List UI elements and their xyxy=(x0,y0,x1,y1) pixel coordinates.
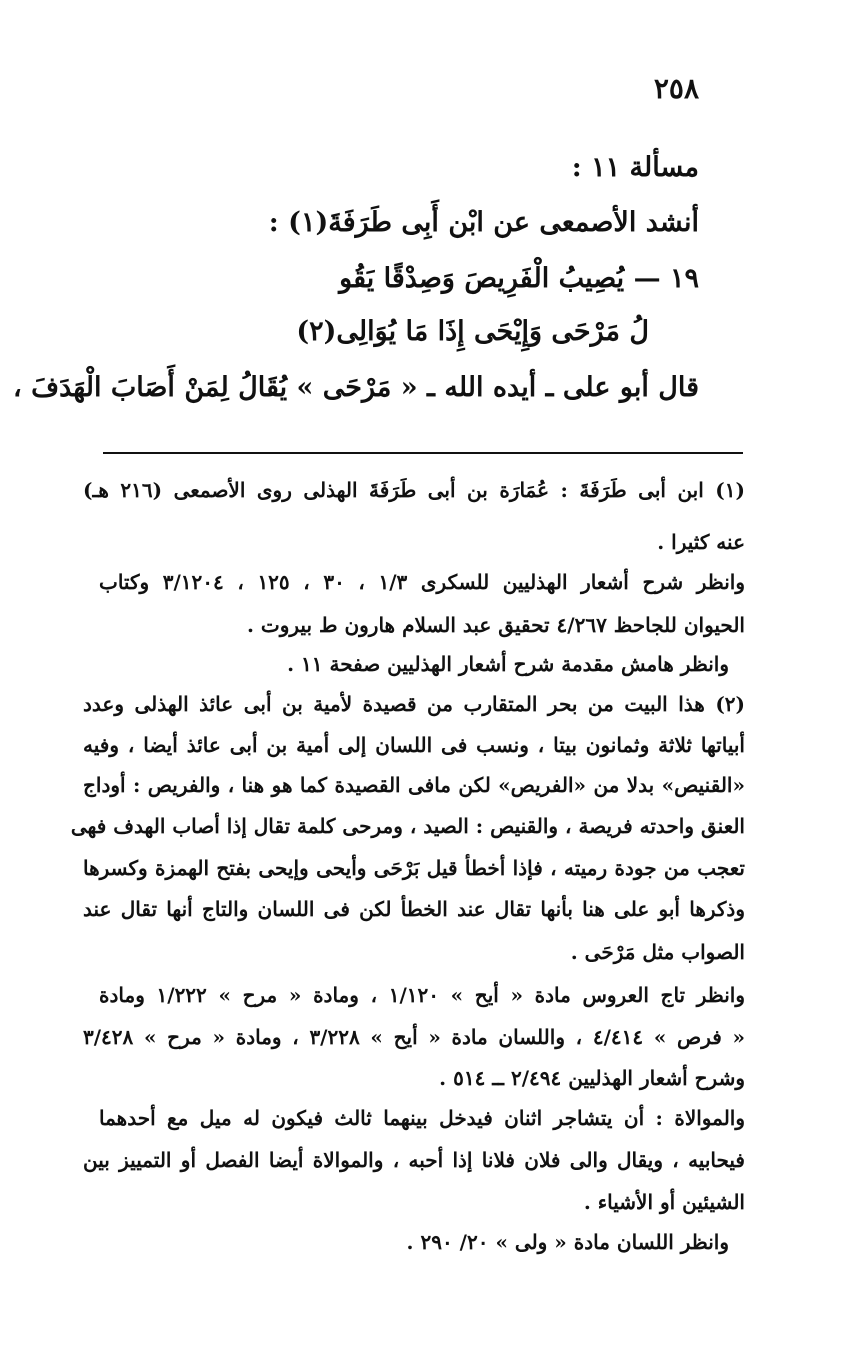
footnote-line: عنه كثيرا . xyxy=(657,530,745,554)
footnote-line: وشرح أشعار الهذليين ٢/٤٩٤ ــ ٥١٤ . xyxy=(439,1066,745,1090)
footnote-divider xyxy=(103,452,743,454)
citation-line: أنشد الأصمعى عن ابْن أَبِى طَرَفَةَ(١) : xyxy=(268,207,699,238)
footnote-line: العنق واحدته فريصة ، والقنيص : الصيد ، ومرحى كلمة تقال إذا أصاب الهدف فهى xyxy=(70,814,745,838)
footnote-line: (٢) هذا البيت من بحر المتقارب من قصيدة لأمية بن أبى عائذ الهذلى وعدد xyxy=(83,692,745,716)
verse-line-second-hemistich: لُ مَرْحَى وَإِيْحَى إِذَا مَا يُوَالِى(٢) xyxy=(296,316,649,347)
footnote-line: «القنيص» بدلا من «الفريص» لكن مافى القصيدة كما هو هنا ، والفريص : أوداج xyxy=(83,773,745,797)
footnote-line: الحيوان للجاحظ ٤/٢٦٧ تحقيق عبد السلام هارون ط بيروت . xyxy=(246,613,745,637)
footnote-line: وانظر تاج العروس مادة « أيح » ١/١٢٠ ، ومادة « مرح » ١/٢٢٢ ومادة xyxy=(99,983,745,1007)
verse-line-first-hemistich: ١٩ — يُصِيبُ الْفَرِيصَ وَصِدْقًا يَقُو xyxy=(339,263,699,294)
footnote-line: وانظر هامش مقدمة شرح أشعار الهذليين صفحة ١١ . xyxy=(287,652,729,676)
footnote-line: « فرص » ٤/٤١٤ ، واللسان مادة « أيح » ٣/٢٢٨ ، ومادة « مرح » ٣/٤٢٨ xyxy=(83,1025,745,1049)
footnote-line: (١) ابن أبى طَرَفَةَ : عُمَارَة بن أبى طَرَفَةَ الهذلى روى الأصمعى (٢١٦ هـ) xyxy=(83,478,745,502)
footnote-line: وانظر اللسان مادة « ولى » ٢٠/ ٢٩٠ . xyxy=(406,1230,729,1254)
footnote-line: وانظر شرح أشعار الهذليين للسكرى ١/٣ ، ٣٠ ، ١٢٥ ، ٣/١٢٠٤ وكتاب xyxy=(99,570,745,594)
commentary-line: قال أبو على ـ أيده الله ـ « مَرْحَى » يُقَالُ لِمَنْ أَصَابَ الْهَدَفَ ، xyxy=(13,372,699,403)
footnote-line: فيحابيه ، ويقال والى فلان فلانا إذا أحبه ، والموالاة أيضا الفصل أو التمييز بين xyxy=(83,1148,745,1172)
footnote-line: والموالاة : أن يتشاجر اثنان فيدخل بينهما ثالث فيكون له ميل مع أحدهما xyxy=(99,1106,745,1130)
footnote-line: أبياتها ثلاثة وثمانون بيتا ، ونسب فى اللسان إلى أمية بن أبى عائذ أيضا ، وفيه xyxy=(83,733,745,757)
footnote-line: وذكرها أبو على هنا بأنها تقال عند الخطأ لكن فى اللسان والتاج أنها تقال عند xyxy=(83,897,745,921)
section-heading: مسألة ١١ : xyxy=(571,152,699,183)
page-number: ٢٥٨ xyxy=(653,72,699,105)
footnote-line: تعجب من جودة رميته ، فإذا أخطأ قيل بَرْحَى وأيحى وإيحى بفتح الهمزة وكسرها xyxy=(83,856,745,880)
footnote-line: الصواب مثل مَرْحَى . xyxy=(570,940,745,964)
footnote-line: الشيئين أو الأشياء . xyxy=(583,1190,745,1214)
